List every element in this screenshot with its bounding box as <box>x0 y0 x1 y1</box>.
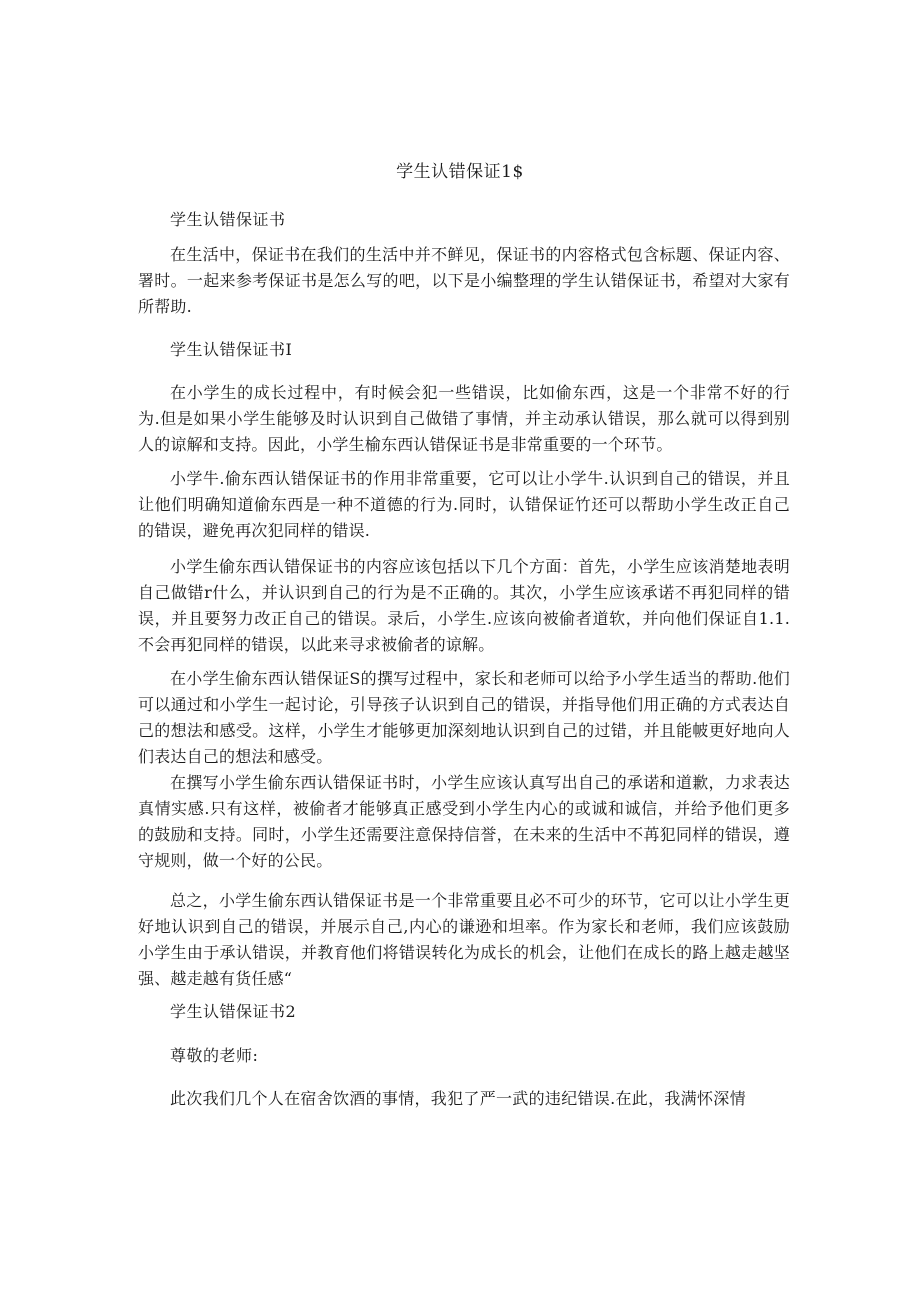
section-1-paragraph-1: 在小学生的成长过程中，有时候会犯一些错误，比如偷东西，这是一个非常不好的行为.但是如果小学生能够及时认识到自己做错了事情，并主动承认错误，那么就可以得到别人的谅解和支持。因此，小学生榆东西认错保证书是非常重要的一个环节。 <box>138 383 790 454</box>
section-1-heading: 学生认错保证书I <box>170 340 293 359</box>
salutation: 尊敬的老师: <box>170 1046 259 1065</box>
section-1-paragraph-5: 在撰写小学生偷东西认错保证书时，小学生应该认真写出自己的承诺和道歉，力求表达真情实感.只有这样，被偷者才能够真正感受到小学生内心的或诚和诚信，并给予他们更多的鼓励和支持。同时，小学生还需要注意保持信誉，在未来的生活中不苒犯同样的错误，遵守规则，做一个好的公民。 <box>138 773 790 870</box>
section-2-heading: 学生认错保证书2 <box>170 1002 297 1021</box>
section-1-paragraph-3: 小学生偷东西认错保证书的内容应该包括以下几个方面：首先，小学生应该消楚地表明自己做错r什么，并认识到自己的行为是不正确的。其次，小学生应该承诺不再犯同样的错误，并且要努力改正自己的错误。录后，小学生.应该向被偷者道软，并向他们保证自1.1.不会再犯同样的错误，以此来寻求被偷者的谅解。 <box>138 557 790 654</box>
section-1-paragraph-4: 在小学生偷东西认错保证S的撰写过程中，家长和老师可以给予小学生适当的帮助.他们可以通过和小学生一起讨论，引导孩子认识到自己的错误，并指导他们用正确的方式表达自己的想法和感受。这样，小学生才能够更加深刻地认识到自己的过错，并且能帔更好地向人们表达自己的想法和感受。 <box>138 669 790 766</box>
intro-heading: 学生认错保证书 <box>170 210 286 229</box>
section-1-paragraph-2: 小学牛.偷东西认错保证书的作用非常重要，它可以让小学牛.认识到自己的错误，并且让他们明确知道偷东西是一种不道德的行为.同时，认错保证竹还可以帮助小学生改正自己的错误，避免再次犯同样的错误. <box>138 469 790 540</box>
section-1-paragraph-6: 总之，小学生偷东西认错保证书是一个非常重要且必不可少的环节，它可以让小学生更好地认识到自己的错误，并展示自己,内心的谦逊和坦率。作为家长和老师，我们应该鼓励小学生由于承认错误，并教育他们将错误转化为成长的机会，让他们在成长的路上越走越坚强、越走越有货任感“ <box>138 891 790 988</box>
document-title: 学生认错保证1$ <box>396 162 524 182</box>
intro-paragraph: 在生活中，保证书在我们的生活中并不鲜见，保证书的内容格式包含标题、保证内容、署时。一起来参考保证书是怎么写的吧，以下是小编整理的学生认错保证书，希望对大家有所帮助. <box>138 245 790 316</box>
section-2-first-line: 此次我们几个人在宿舍饮酒的事情，我犯了严一武的违纪错误.在此，我满怀深情 <box>170 1089 746 1108</box>
